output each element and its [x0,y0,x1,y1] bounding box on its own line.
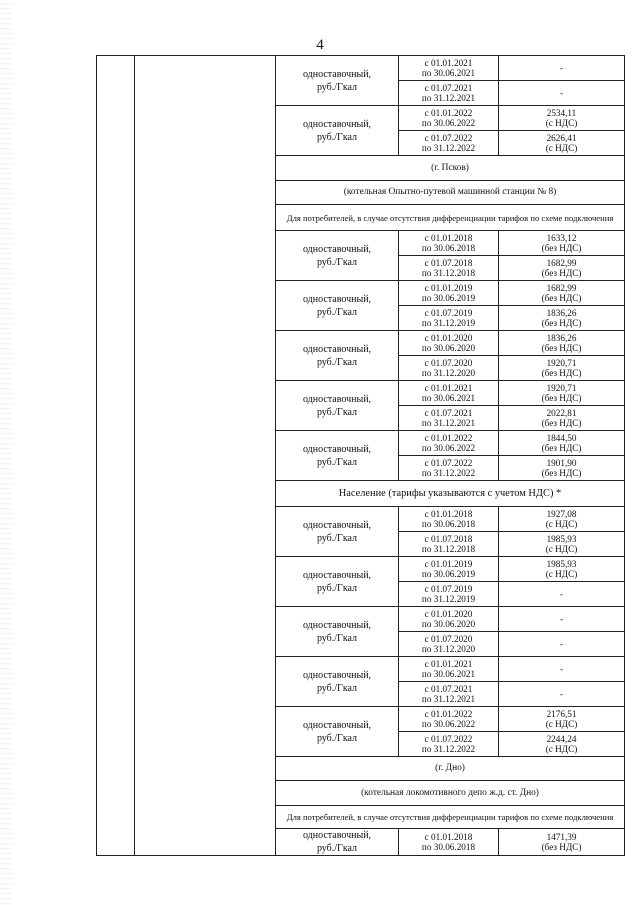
tariff-value: - [559,663,564,674]
tax-note: (с НДС) [545,544,578,554]
tariff-value: 1920,71 [546,357,577,368]
tariff-value-cell [499,507,625,532]
tariff-value-cell [499,456,625,481]
section-header: (котельная Опытно-путевой машинной станции № 8) [276,181,625,205]
period-dates: с 01.07.2021 по 31.12.2021 [399,406,499,431]
tariff-value-cell [499,231,625,256]
tariff-unit-label: одноставочный, руб./Гкал [276,106,399,156]
tariff-unit-label: одноставочный, руб./Гкал [276,331,399,381]
tariff-value: 1927,08 [546,508,577,519]
tariff-value: - [559,62,564,73]
tax-note: (без НДС) [541,343,582,353]
tariff-value: 1682,99 [546,257,577,268]
tariff-unit-label: одноставочный, руб./Гкал [276,607,399,657]
tariff-value-cell [499,256,625,281]
tariff-value: 2244,24 [546,733,577,744]
tariff-value: 2176,51 [546,708,577,719]
period-dates: с 01.07.2020 по 31.12.2020 [399,632,499,657]
tax-note: (с НДС) [545,143,578,153]
period-dates: с 01.07.2022 по 31.12.2022 [399,131,499,156]
tariff-value: 1844,50 [546,432,577,443]
section-header: (котельная локомотивного депо ж.д. ст. Дно) [276,781,625,806]
tariff-value: 1633,12 [546,232,577,243]
tariff-value-cell [499,81,625,106]
tariff-value: 1682,99 [546,282,577,293]
blank-col-2 [135,56,276,856]
period-dates: с 01.07.2018 по 31.12.2018 [399,256,499,281]
period-dates: с 01.07.2019 по 31.12.2019 [399,582,499,607]
tariff-value: 2534,11 [546,107,577,118]
tariff-table-body [97,56,625,856]
tariff-unit-label: одноставочный, руб./Гкал [276,381,399,431]
period-dates: с 01.07.2020 по 31.12.2020 [399,356,499,381]
tariff-value-cell [499,281,625,306]
period-dates: с 01.01.2019 по 30.06.2019 [399,281,499,306]
period-dates: с 01.01.2022 по 30.06.2022 [399,707,499,732]
section-header: (г. Дно) [276,757,625,781]
tariff-value-cell [499,431,625,456]
tariff-value: 1836,26 [546,307,577,318]
tariff-value-cell [499,131,625,156]
tariff-value: - [559,688,564,699]
tariff-value-cell [499,657,625,682]
period-dates: с 01.01.2020 по 30.06.2020 [399,607,499,632]
period-dates: с 01.01.2019 по 30.06.2019 [399,557,499,582]
tax-note: (без НДС) [541,393,582,403]
tax-note: (без НДС) [541,468,582,478]
tariff-unit-label: одноставочный, руб./Гкал [276,507,399,557]
tariff-unit-label: одноставочный, руб./Гкал [276,829,399,856]
period-dates: с 01.07.2019 по 31.12.2019 [399,306,499,331]
tariff-unit-label: одноставочный, руб./Гкал [276,657,399,707]
tariff-value-cell [499,532,625,557]
tariff-value: 1920,71 [546,382,577,393]
tariff-value-cell [499,607,625,632]
period-dates: с 01.07.2022 по 31.12.2022 [399,456,499,481]
period-dates: с 01.01.2022 по 30.06.2022 [399,106,499,131]
tariff-value-cell [499,732,625,757]
tariff-value: - [559,588,564,599]
period-dates: с 01.01.2021 по 30.06.2021 [399,657,499,682]
section-header: Для потребителей, в случае отсутствия дифференциации тарифов по схеме подключения [276,205,625,231]
tariff-value-cell [499,56,625,81]
tariff-value-cell [499,829,625,856]
tariff-value-cell [499,632,625,657]
tariff-value-cell [499,331,625,356]
scan-edge-noise [0,0,12,905]
tax-note: (с НДС) [545,118,578,128]
section-header: (г. Псков) [276,156,625,181]
tax-note: (с НДС) [545,519,578,529]
period-dates: с 01.01.2020 по 30.06.2020 [399,331,499,356]
period-dates: с 01.01.2022 по 30.06.2022 [399,431,499,456]
tax-note: (без НДС) [541,368,582,378]
tax-note: (без НДС) [541,418,582,428]
tariff-unit-label: одноставочный, руб./Гкал [276,56,399,106]
tax-note: (без НДС) [541,268,582,278]
period-dates: с 01.01.2018 по 30.06.2018 [399,507,499,532]
period-dates: с 01.07.2018 по 31.12.2018 [399,532,499,557]
period-dates: с 01.07.2021 по 31.12.2021 [399,682,499,707]
tax-note: (с НДС) [545,719,578,729]
tariff-value-cell [499,356,625,381]
period-dates: с 01.07.2021 по 31.12.2021 [399,81,499,106]
tariff-unit-label: одноставочный, руб./Гкал [276,231,399,281]
tariff-value-cell [499,682,625,707]
tax-note: (с НДС) [545,744,578,754]
tariff-unit-label: одноставочный, руб./Гкал [276,281,399,331]
tariff-value-cell [499,381,625,406]
tariff-value: - [559,638,564,649]
tariff-value-cell [499,306,625,331]
tax-note: (без НДС) [541,293,582,303]
section-header: Население (тарифы указываются с учетом НДС) * [276,481,625,507]
tariff-value-cell [499,582,625,607]
tariff-value: 1985,93 [546,533,577,544]
tax-note: (без НДС) [541,443,582,453]
period-dates: с 01.01.2021 по 30.06.2021 [399,56,499,81]
tariff-value: 2626,41 [546,132,577,143]
page-number: 4 [316,37,324,53]
tax-note: (без НДС) [541,318,582,328]
tax-note: (без НДС) [541,842,582,852]
blank-col-1 [97,56,135,856]
tariff-value: 1901,90 [546,457,577,468]
tax-note: (без НДС) [541,243,582,253]
period-dates: с 01.01.2018 по 30.06.2018 [399,829,499,856]
tariff-value: 1471,39 [546,831,577,842]
tariff-table [96,55,625,856]
period-dates: с 01.01.2018 по 30.06.2018 [399,231,499,256]
tariff-value: - [559,613,564,624]
period-dates: с 01.01.2021 по 30.06.2021 [399,381,499,406]
tariff-unit-label: одноставочный, руб./Гкал [276,431,399,481]
tariff-value: 1985,93 [546,558,577,569]
tariff-value-cell [499,707,625,732]
tariff-value-cell [499,557,625,582]
section-header: Для потребителей, в случае отсутствия дифференциации тарифов по схеме подключения [276,806,625,829]
period-dates: с 01.07.2022 по 31.12.2022 [399,732,499,757]
tariff-value: 1836,26 [546,332,577,343]
tax-note: (с НДС) [545,569,578,579]
tariff-value: - [559,87,564,98]
tariff-value: 2022,81 [546,407,577,418]
period-row [97,56,625,81]
tariff-value-cell [499,106,625,131]
tariff-unit-label: одноставочный, руб./Гкал [276,557,399,607]
tariff-value-cell [499,406,625,431]
tariff-unit-label: одноставочный, руб./Гкал [276,707,399,757]
